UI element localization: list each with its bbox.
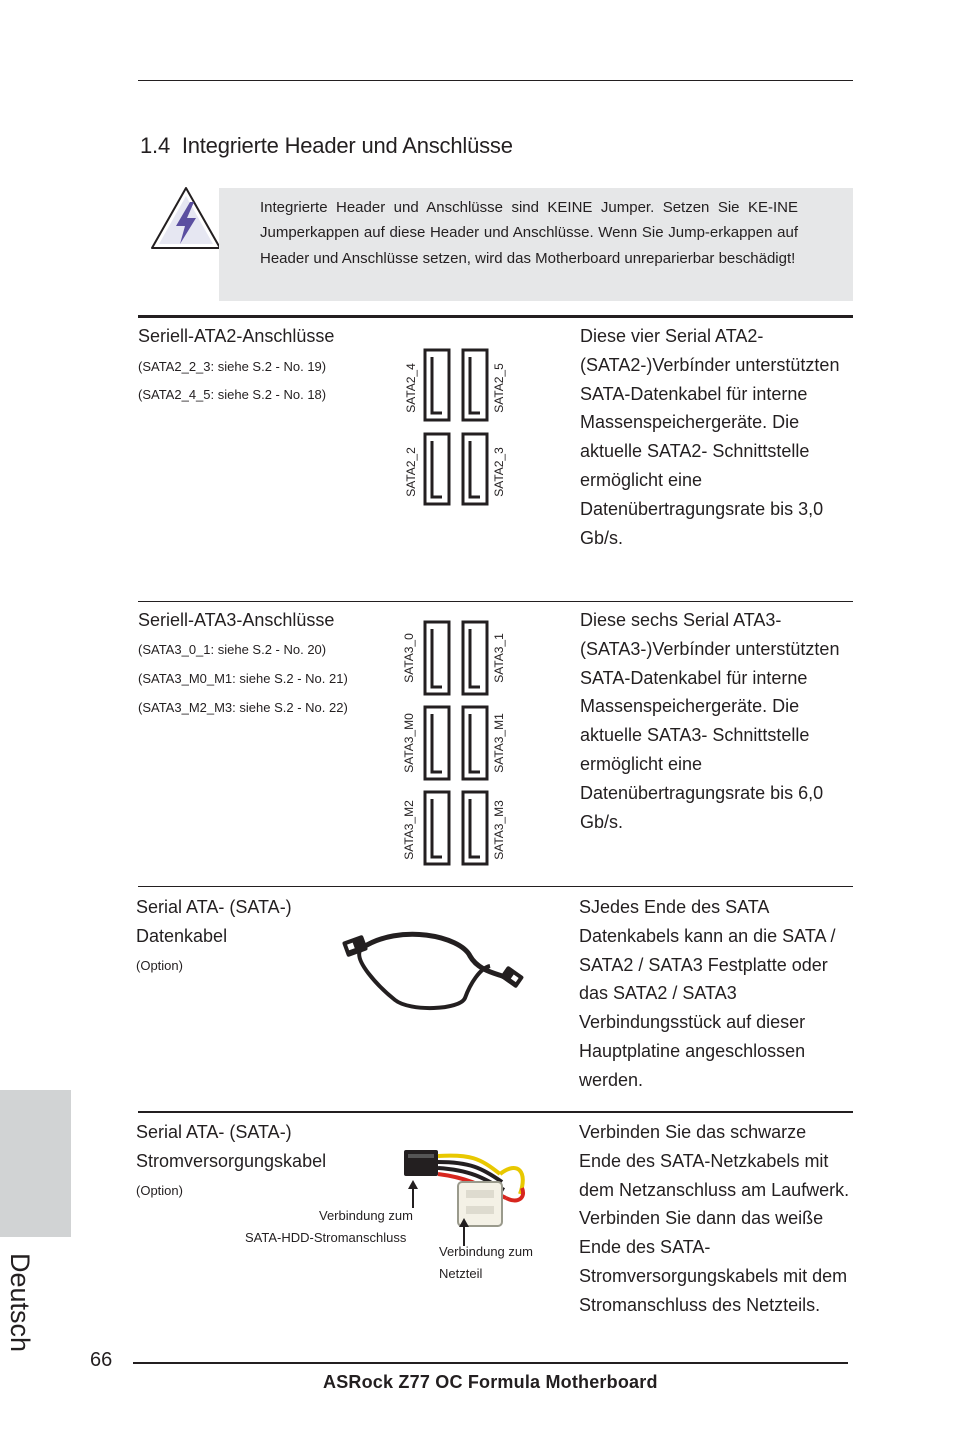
label-sata3-1: SATA3_1 (492, 633, 506, 683)
label-sata3-0: SATA3_0 (402, 633, 416, 683)
sata3-sub-3: (SATA3_M2_M3: siehe S.2 - No. 22) (138, 700, 348, 715)
warning-text: Integrierte Header und Anschlüsse sind KEINE Jumper. Setzen Sie KE-INE Jumperkappen auf diese Header und Anschlüsse. Wenn Sie Jump-erkappen auf Header und Anschlüsse setzen, wird das Motherboard unreparierbar beschädigt! (260, 199, 798, 267)
language-tab-label: Deutsch (5, 1253, 35, 1353)
language-side-tab (0, 1090, 71, 1353)
sata3-description: Diese sechs Serial ATA3-(SATA3-)Verbínder unterstützten SATA-Datenkabel für interne Massenspeichergeräte. Die aktuelle SATA3- Schnittstelle ermöglicht eine Datenübertragungsrate bis 6,0 Gb/s. (580, 610, 840, 832)
psu-caption-line-1: Verbindung zum (439, 1244, 533, 1259)
warning-triangle-icon (150, 186, 222, 252)
sata2-3-connector (463, 434, 487, 504)
sata2-sub-2: (SATA2_4_5: siehe S.2 - No. 18) (138, 387, 327, 402)
page-number: 66 (90, 1349, 113, 1371)
sata2-4-connector (425, 350, 449, 420)
sata3-connector-diagram (420, 617, 500, 869)
sata3-sub-1: (SATA3_0_1: siehe S.2 - No. 20) (138, 642, 327, 657)
sata2-title: Seriell-ATA2-Anschlüsse (138, 326, 335, 346)
section-title (140, 133, 513, 159)
sata3-1-connector (463, 622, 487, 694)
hdd-caption-line-2: SATA-HDD-Stromanschluss (245, 1230, 407, 1245)
sata2-sub-1: (SATA2_2_3: siehe S.2 - No. 19) (138, 359, 327, 374)
sata3-sub-2: (SATA3_M0_M1: siehe S.2 - No. 21) (138, 671, 348, 686)
power-cable-description: Verbinden Sie das schwarze Ende des SATA-Netzkabels mit dem Netzanschluss am Laufwerk. Verbinden Sie dann das weiße Ende des SATA-Stromversorgungskabels mit dem Stromanschluss des Netzteils. (579, 1122, 850, 1315)
sata3-m3-connector (463, 792, 487, 864)
sata2-connector-diagram (420, 345, 500, 510)
label-sata2-5: SATA2_5 (492, 363, 506, 413)
sata2-2-connector (425, 434, 449, 504)
sata2-5-connector (463, 350, 487, 420)
header-rule (138, 80, 853, 81)
sata3-title: Seriell-ATA3-Anschlüsse (138, 610, 335, 630)
label-sata2-2: SATA2_2 (404, 447, 418, 497)
section-title-text: Integrierte Header und Anschlüsse (181, 133, 513, 158)
label-sata3-m1: SATA3_M1 (492, 713, 506, 773)
hdd-caption-line-1: Verbindung zum (319, 1208, 413, 1223)
section-number: 1.4 (140, 133, 170, 158)
row-divider-1 (138, 601, 853, 602)
data-cable-option: (Option) (136, 958, 183, 973)
sata3-m1-connector (463, 707, 487, 779)
power-cable-option: (Option) (136, 1183, 183, 1198)
sata3-m2-connector (425, 792, 449, 864)
label-sata3-m2: SATA3_M2 (402, 800, 416, 860)
psu-caption-line-2: Netzteil (439, 1266, 483, 1281)
sata3-m0-connector (425, 707, 449, 779)
data-cable-description: SJedes Ende des SATA Datenkabels kann an die SATA / SATA2 / SATA3 Festplatte oder das SATA2 / SATA3 Verbindungsstück auf dieser Hauptplatine angeschlossen werden. (579, 897, 836, 1090)
power-cable-title-1: Serial ATA- (SATA-) (136, 1122, 292, 1142)
power-cable-title-2: Stromversorgungskabel (136, 1151, 327, 1171)
label-sata2-3: SATA2_3 (492, 447, 506, 497)
sata-data-cable-image (340, 928, 530, 1012)
row-divider-3 (138, 1111, 853, 1113)
row-divider-2 (138, 886, 853, 887)
data-cable-title-1: Serial ATA- (SATA-) (136, 897, 292, 917)
table-top-rule (138, 315, 853, 318)
label-sata3-m0: SATA3_M0 (402, 713, 416, 773)
label-sata2-4: SATA2_4 (404, 363, 418, 413)
data-cable-title-2: Datenkabel (136, 926, 228, 946)
sata2-description: Diese vier Serial ATA2-(SATA2-)Verbínder unterstützten SATA-Datenkabel für interne Massenspeichergeräte. Die aktuelle SATA2- Schnittstelle ermöglicht eine Datenübertragungsrate bis 3,0 Gb/s. (580, 326, 840, 548)
label-sata3-m3: SATA3_M3 (492, 800, 506, 860)
sata3-0-connector (425, 622, 449, 694)
footer-title: ASRock Z77 OC Formula Motherboard (323, 1372, 658, 1392)
footer-rule (133, 1362, 848, 1364)
